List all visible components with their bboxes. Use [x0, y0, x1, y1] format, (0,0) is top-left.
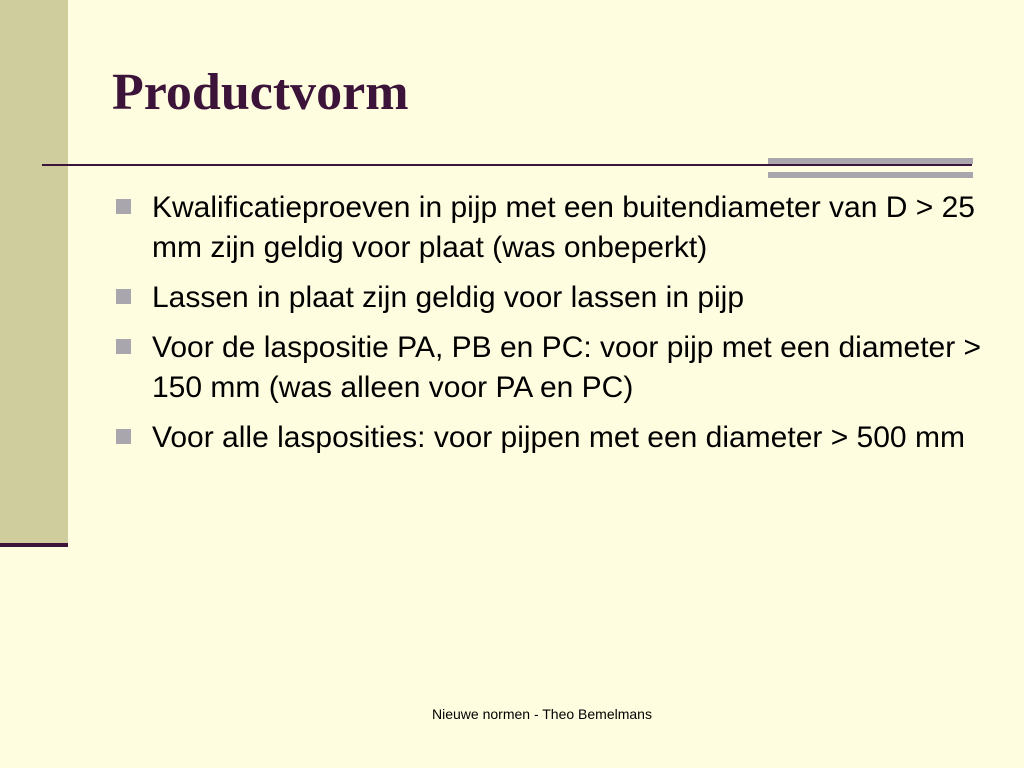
bullet-text: Kwalificatieproeven in pijp met een buitendiameter van D > 25 mm zijn geldig voor plaat (was onbeperkt): [152, 191, 975, 264]
side-band-accent-line: [0, 543, 68, 547]
square-bullet-icon: [116, 339, 131, 354]
bullet-item: [112, 278, 982, 318]
bullet-text: Voor alle lasposities: voor pijpen met een diameter > 500 mm: [152, 421, 965, 454]
slide-title: Productvorm: [112, 64, 409, 121]
bullet-item: [112, 418, 982, 458]
square-bullet-icon: [116, 199, 131, 214]
square-bullet-icon: [116, 429, 131, 444]
bullet-item: [112, 188, 982, 268]
square-bullet-icon: [116, 289, 131, 304]
bullet-list: [112, 188, 982, 468]
bullet-text: Voor de laspositie PA, PB en PC: voor pijp met een diameter > 150 mm (was alleen voor PA en PC): [152, 331, 982, 404]
slide-footer: Nieuwe normen - Theo Bemelmans: [432, 706, 652, 722]
bullet-item: [112, 328, 982, 408]
side-band-decoration: [0, 0, 68, 546]
accent-stripe-bottom: [768, 172, 973, 178]
accent-stripe-top: [768, 158, 973, 164]
bullet-text: Lassen in plaat zijn geldig voor lassen in pijp: [152, 281, 745, 314]
title-rule-accent: [768, 158, 973, 180]
